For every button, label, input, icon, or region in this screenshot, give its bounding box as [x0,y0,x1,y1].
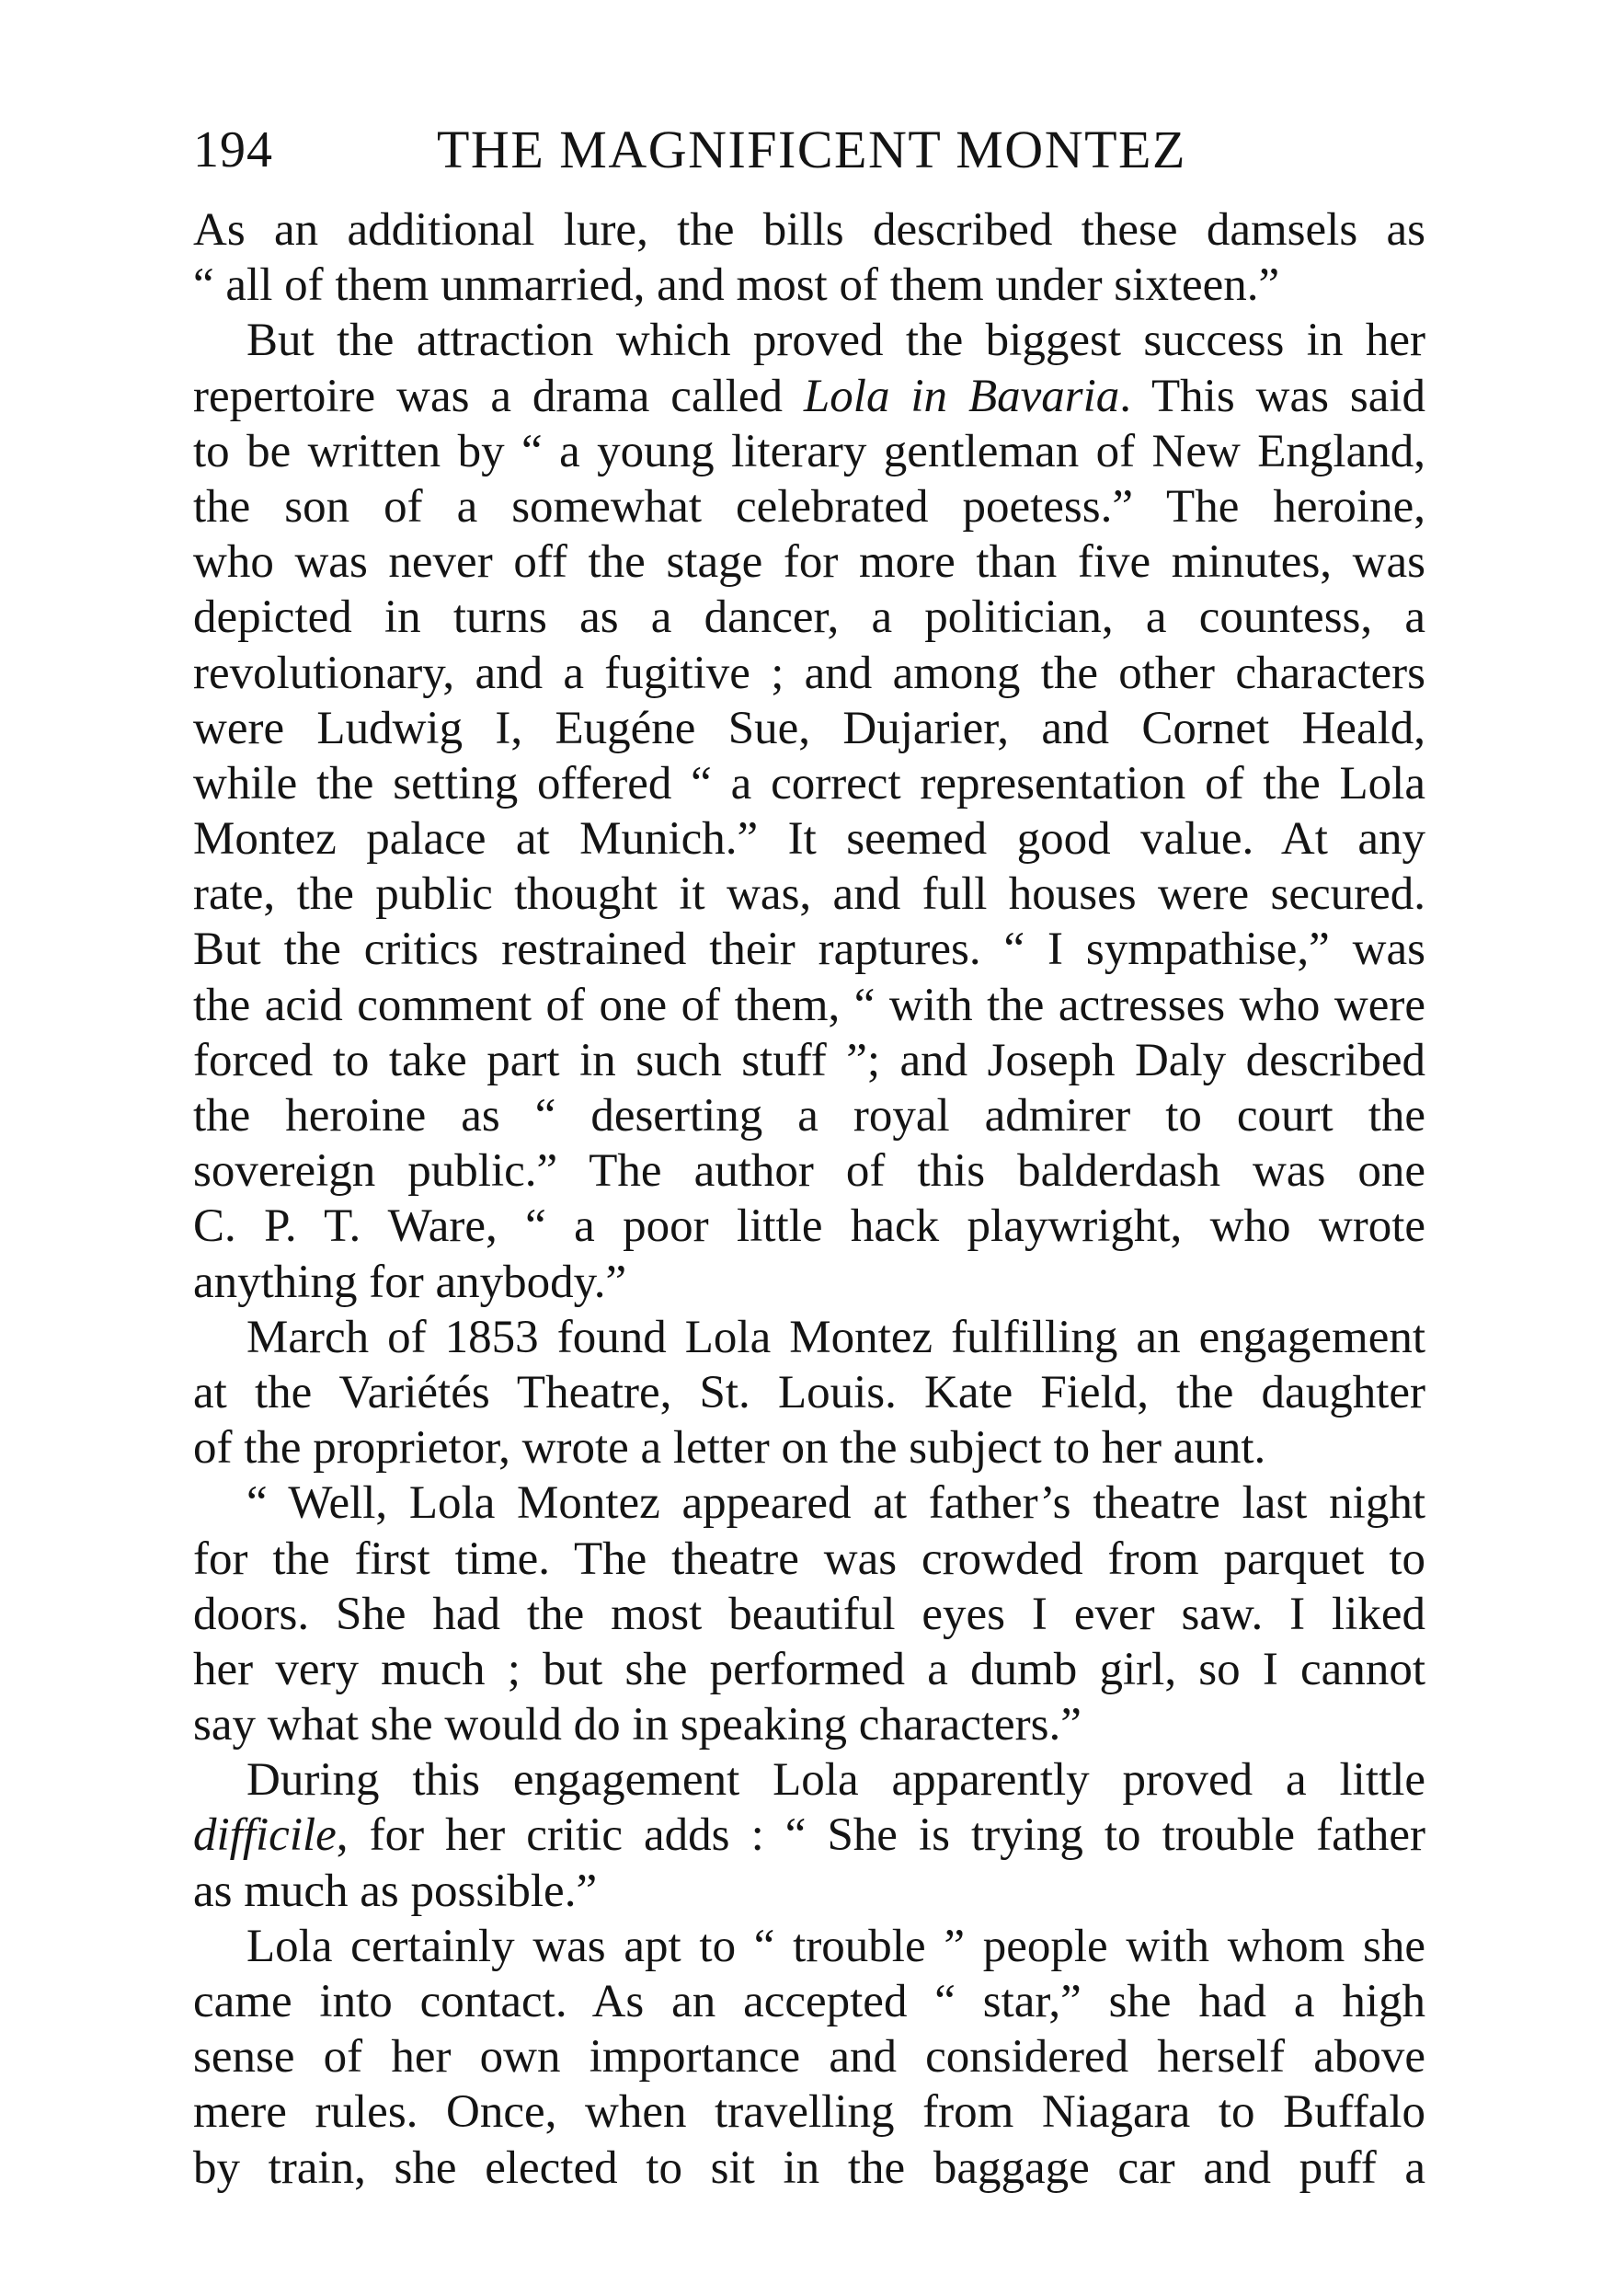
text-line: the son of a somewhat celebrated poetess.” The heroine, [193,480,1425,533]
text-line: by train, she elected to sit in the baggage car and puff a [193,2141,1425,2194]
text-line: say what she would do in speaking characters.” [193,1699,1082,1751]
text-line: as much as possible.” [193,1865,598,1917]
text-line: to be written by “ a young literary gentleman of New England, [193,425,1425,477]
text-line: C. P. T. Ware, “ a poor little hack playwright, who wrote [193,1200,1425,1253]
text-line: anything for anybody.” [193,1256,627,1308]
text-line: “ all of them unmarried, and most of them under sixteen.” [193,259,1280,312]
text-line: for the first time. The theatre was crowded from parquet to [193,1533,1425,1585]
text-segment: repertoire was a drama called [193,370,804,422]
text-line: depicted in turns as a dancer, a politician, a countess, a [193,591,1425,644]
text-segment: , for her critic adds : “ She is trying to trouble father [336,1809,1425,1862]
text-line: Montez palace at Munich.” It seemed good value. At any [193,813,1425,866]
text-line: the acid comment of one of them, “ with the actresses who were [193,979,1425,1031]
text-line: rate, the public thought it was, and full houses were secured. [193,868,1425,921]
text-line: of the proprietor, wrote a letter on the subject to her aunt. [193,1422,1266,1475]
text-line: her very much ; but she performed a dumb girl, so I cannot [193,1643,1425,1695]
body-text [193,202,1425,2196]
italic-text: Lola in Bavaria [803,370,1120,422]
page-number: 194 [193,121,273,178]
text-line: while the setting offered “ a correct representation of the Lola [193,757,1425,809]
text-line: forced to take part in such stuff ”; and Joseph Daly described [193,1034,1425,1086]
text-line: Lola certainly was apt to “ trouble ” people with whom she [246,1920,1425,1972]
running-head: THE MAGNIFICENT MONTEZ [437,120,1186,179]
text-line: March of 1853 found Lola Montez fulfilling an engagement [246,1311,1425,1363]
text-line: mere rules. Once, when travelling from Niagara to Buffalo [193,2086,1425,2139]
text-segment: . This was said [1119,370,1426,422]
page-header [193,118,1425,191]
text-line: sense of her own importance and considered herself above [193,2031,1425,2084]
text-line: came into contact. As an accepted “ star,” she had a high [193,1976,1425,2027]
text-line: revolutionary, and a fugitive ; and among the other characters [193,647,1425,699]
text-line: the heroine as “ deserting a royal admirer to court the [193,1090,1425,1142]
text-line: who was never off the stage for more than five minutes, was [193,536,1425,589]
text-line: But the critics restrained their raptures. “ I sympathise,” was [193,924,1425,976]
text-line: at the Variétés Theatre, St. Louis. Kate Field, the daughter [193,1366,1425,1418]
text-line: were Ludwig I, Eugéne Sue, Dujarier, and Cornet Heald, [193,702,1425,754]
italic-text: difficile [193,1809,337,1862]
text-line [193,1808,1425,1863]
text-line: doors. She had the most beautiful eyes I ever saw. I liked [193,1588,1425,1640]
text-line: sovereign public.” The author of this balderdash was one [193,1145,1425,1198]
text-line: During this engagement Lola apparently proved a little [246,1754,1425,1807]
text-line [193,369,1425,424]
text-line: As an additional lure, the bills described these damsels as [193,204,1425,256]
text-line: “ Well, Lola Montez appeared at father’s theatre last night [246,1477,1425,1530]
text-line: But the attraction which proved the biggest success in her [246,315,1425,367]
